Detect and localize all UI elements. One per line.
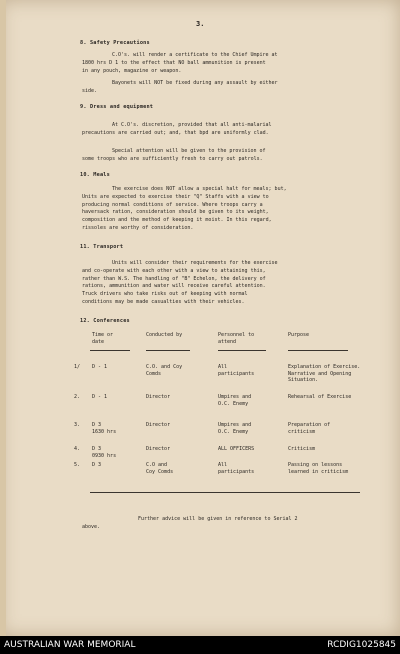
section-paragraph: Units will consider their requirements for the exercise and co-operate with each other with a view to attaining this, rather than W.S. The handling of "B" Echelon, the delivery of rations, ammunition and water will receive careful attention. Truck drivers who take risks out of keeping with normal conditions may be made casualties with their vehicles. <box>82 260 278 305</box>
cell-conducted: C.O and Coy Comds <box>146 462 174 475</box>
section-paragraph: C.O's. will render a certificate to the Chief Umpire at 1800 hrs D 1 to the effect that NO ball ammunition is present in any pouch, magazine or weapon. <box>82 52 278 74</box>
cell-time: D 3 <box>92 462 102 468</box>
header-underline <box>146 350 190 351</box>
header-underline <box>288 350 348 351</box>
table-row <box>74 394 378 412</box>
cell-conducted: Director <box>146 422 171 428</box>
section-paragraph: The exercise does NOT allow a special halt for meals; but, Units are expected to exercise their "Q" Staffs with a view to producing normal conditions of service. Where troops carry a haversack ration, consideration should be given to its weight, composition and the method of keeping it moist. In this regard, rissoles are worthy of consideration. <box>82 186 287 231</box>
section-paragraph: Special attention will be given to the provision of some troops who are sufficiently fresh to carry out patrols. <box>82 148 266 162</box>
table-bottom-rule <box>90 492 360 493</box>
table-row <box>74 364 378 388</box>
section-heading-transport: 11. Transport <box>80 244 124 250</box>
section-heading-meals: 10. Meals <box>80 172 110 178</box>
cell-purpose: Criticism <box>288 446 316 452</box>
serial-number: 1/ <box>74 364 81 370</box>
serial-number: 5. <box>74 462 81 468</box>
serial-number: 2. <box>74 394 81 400</box>
header-underline <box>90 350 130 351</box>
cell-personnel: ALL OFFICERS <box>218 446 255 452</box>
archive-name: AUSTRALIAN WAR MEMORIAL <box>4 640 136 650</box>
section-heading-conferences: 12. Conferences <box>80 318 130 324</box>
cell-purpose: Rehearsal of Exercise <box>288 394 352 400</box>
column-header-conducted: Conducted by <box>146 332 183 338</box>
cell-personnel: Umpires and O.C. Enemy <box>218 422 252 435</box>
column-header-purpose: Purpose <box>288 332 310 338</box>
closing-note: Further advice will be given in reference to Serial 2 above. <box>82 516 298 530</box>
archive-footer <box>0 636 400 654</box>
header-underline <box>218 350 266 351</box>
cell-conducted: Director <box>146 394 171 400</box>
cell-personnel: Umpires and O.C. Enemy <box>218 394 252 407</box>
cell-conducted: Director <box>146 446 171 452</box>
table-row <box>74 462 378 480</box>
page-number: 3. <box>196 20 205 28</box>
section-heading-safety: 8. Safety Precautions <box>80 40 150 46</box>
cell-conducted: C.O. and Coy Comds <box>146 364 183 377</box>
page-edge <box>0 0 6 636</box>
cell-purpose: Preparation of criticism <box>288 422 331 435</box>
cell-time: D - 1 <box>92 364 108 370</box>
cell-purpose: Passing on lessons learned in criticism <box>288 462 349 475</box>
section-heading-dress: 9. Dress and equipment <box>80 104 154 110</box>
cell-time: D - 1 <box>92 394 108 400</box>
cell-personnel: All participants <box>218 364 255 377</box>
table-row <box>74 422 378 440</box>
column-header-personnel: Personnel to attend <box>218 332 255 345</box>
serial-number: 3. <box>74 422 81 428</box>
cell-time: D 3 0930 hrs <box>92 446 117 459</box>
serial-number: 4. <box>74 446 81 452</box>
section-paragraph: Bayonets will NOT be fixed during any assault by either side. <box>82 80 278 94</box>
cell-time: D 3 1630 hrs <box>92 422 117 435</box>
section-paragraph: At C.O's. discretion, provided that all anti-malarial precautions are carried out; and, that bpd are uniformly clad. <box>82 122 272 136</box>
column-header-time: Time or date <box>92 332 114 345</box>
cell-personnel: All participants <box>218 462 255 475</box>
cell-purpose: Explanation of Exercise. Narrative and Opening Situation. <box>288 364 361 383</box>
archive-reference: RCDIG1025845 <box>327 640 396 650</box>
